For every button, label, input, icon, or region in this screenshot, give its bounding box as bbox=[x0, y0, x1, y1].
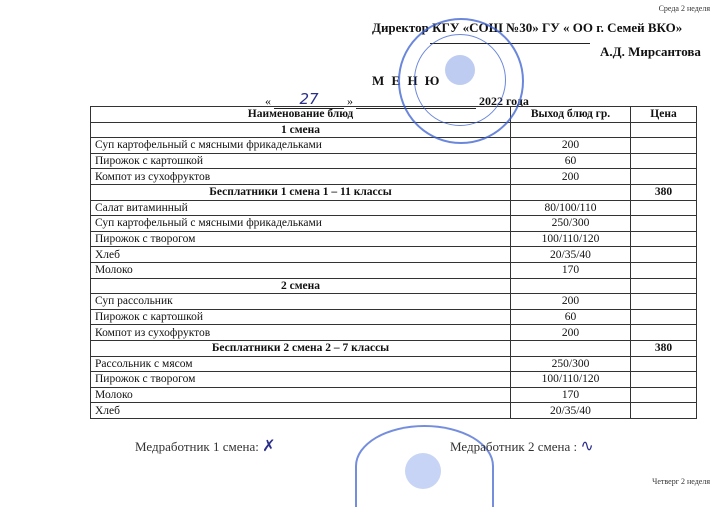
medic-shift-2-label: Медработник 2 смена : bbox=[450, 439, 578, 454]
table-section-row bbox=[91, 122, 697, 138]
table-row bbox=[91, 169, 697, 185]
dish-name: Суп картофельный с мясными фрикадельками bbox=[91, 216, 511, 232]
table-row bbox=[91, 231, 697, 247]
date-year: 2022 года bbox=[479, 94, 529, 108]
director-title: Директор КГУ «СОШ №30» ГУ « ОО г. Семей ВКО» bbox=[372, 20, 683, 35]
table-row bbox=[91, 138, 697, 154]
table-row bbox=[91, 309, 697, 325]
dish-portion: 200 bbox=[511, 325, 631, 341]
official-stamp bbox=[398, 18, 524, 144]
dish-name: 1 смена bbox=[91, 122, 511, 138]
table-row bbox=[91, 153, 697, 169]
dish-name: 2 смена bbox=[91, 278, 511, 294]
dish-price bbox=[631, 153, 697, 169]
emblem-icon-bottom bbox=[405, 453, 441, 489]
table-row bbox=[91, 387, 697, 403]
dish-portion: 170 bbox=[511, 262, 631, 278]
table-row bbox=[91, 372, 697, 388]
date-open-quote: « bbox=[265, 94, 271, 108]
signature-scribble-1: ✗ bbox=[262, 436, 276, 455]
dish-price bbox=[631, 372, 697, 388]
dish-name: Молоко bbox=[91, 387, 511, 403]
dish-portion bbox=[511, 340, 631, 356]
medic-shift-2 bbox=[450, 436, 594, 455]
column-header-name: Наименование блюд bbox=[91, 107, 511, 123]
dish-portion: 20/35/40 bbox=[511, 247, 631, 263]
table-row bbox=[91, 403, 697, 419]
dish-portion: 170 bbox=[511, 387, 631, 403]
dish-name: Пирожок с картошкой bbox=[91, 153, 511, 169]
medic-shift-1-label: Медработник 1 смена: bbox=[135, 439, 259, 454]
column-header-price: Цена bbox=[631, 107, 697, 123]
dish-price bbox=[631, 403, 697, 419]
table-header-row bbox=[91, 107, 697, 123]
table-row bbox=[91, 356, 697, 372]
dish-portion: 200 bbox=[511, 138, 631, 154]
dish-price: 380 bbox=[631, 340, 697, 356]
dish-name: Пирожок с творогом bbox=[91, 372, 511, 388]
dish-name: Бесплатники 2 смена 2 – 7 классы bbox=[91, 340, 511, 356]
director-name: А.Д. Мирсантова bbox=[600, 44, 701, 59]
dish-portion: 250/300 bbox=[511, 216, 631, 232]
dish-portion: 60 bbox=[511, 309, 631, 325]
dish-price bbox=[631, 247, 697, 263]
dish-name: Суп картофельный с мясными фрикадельками bbox=[91, 138, 511, 154]
dish-price bbox=[631, 231, 697, 247]
dish-price bbox=[631, 309, 697, 325]
dish-name: Компот из сухофруктов bbox=[91, 325, 511, 341]
dish-name: Компот из сухофруктов bbox=[91, 169, 511, 185]
dish-name: Суп рассольник bbox=[91, 294, 511, 310]
dish-portion: 250/300 bbox=[511, 356, 631, 372]
date-close-quote: » bbox=[347, 94, 353, 108]
table-row bbox=[91, 294, 697, 310]
table-row bbox=[91, 262, 697, 278]
dish-portion: 100/110/120 bbox=[511, 372, 631, 388]
dish-portion bbox=[511, 278, 631, 294]
table-row bbox=[91, 325, 697, 341]
dish-price bbox=[631, 122, 697, 138]
dish-price: 380 bbox=[631, 184, 697, 200]
table-row bbox=[91, 200, 697, 216]
dish-name: Хлеб bbox=[91, 247, 511, 263]
dish-price bbox=[631, 325, 697, 341]
dish-portion: 200 bbox=[511, 294, 631, 310]
menu-table bbox=[90, 106, 697, 419]
dish-name: Рассольник с мясом bbox=[91, 356, 511, 372]
week-label-bottom: Четверг 2 неделя bbox=[652, 477, 710, 486]
dish-price bbox=[631, 200, 697, 216]
table-section-row bbox=[91, 340, 697, 356]
dish-name: Бесплатники 1 смена 1 – 11 классы bbox=[91, 184, 511, 200]
dish-price bbox=[631, 216, 697, 232]
dish-portion bbox=[511, 122, 631, 138]
dish-portion bbox=[511, 184, 631, 200]
dish-price bbox=[631, 294, 697, 310]
dish-name: Молоко bbox=[91, 262, 511, 278]
dish-portion: 60 bbox=[511, 153, 631, 169]
column-header-portion: Выход блюд гр. bbox=[511, 107, 631, 123]
date-day: 27 bbox=[299, 90, 319, 108]
table-section-row bbox=[91, 278, 697, 294]
dish-portion: 100/110/120 bbox=[511, 231, 631, 247]
dish-portion: 80/100/110 bbox=[511, 200, 631, 216]
dish-price bbox=[631, 387, 697, 403]
emblem-icon bbox=[445, 55, 475, 85]
dish-name: Хлеб bbox=[91, 403, 511, 419]
dish-price bbox=[631, 262, 697, 278]
dish-name: Пирожок с творогом bbox=[91, 231, 511, 247]
dish-price bbox=[631, 169, 697, 185]
signature-scribble-2: ∿ bbox=[580, 436, 594, 455]
table-row bbox=[91, 216, 697, 232]
table-row bbox=[91, 247, 697, 263]
medic-shift-1 bbox=[135, 436, 276, 455]
dish-price bbox=[631, 138, 697, 154]
dish-price bbox=[631, 356, 697, 372]
dish-name: Пирожок с картошкой bbox=[91, 309, 511, 325]
dish-portion: 20/35/40 bbox=[511, 403, 631, 419]
dish-name: Салат витаминный bbox=[91, 200, 511, 216]
dish-price bbox=[631, 278, 697, 294]
table-section-row bbox=[91, 184, 697, 200]
week-label-top: Среда 2 неделя bbox=[658, 4, 710, 13]
menu-title: М Е Н Ю bbox=[372, 73, 442, 88]
menu-table-body bbox=[91, 122, 697, 418]
dish-portion: 200 bbox=[511, 169, 631, 185]
